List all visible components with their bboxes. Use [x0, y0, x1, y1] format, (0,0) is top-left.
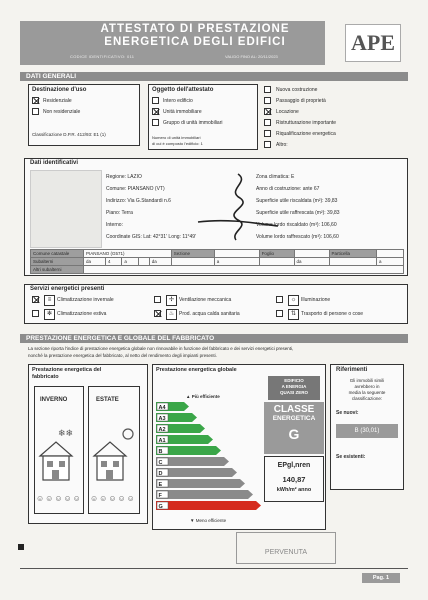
servizi-title: Servizi energetici presenti	[30, 286, 105, 292]
classe-value: G	[288, 426, 300, 442]
trasporto-checkbox[interactable]	[276, 310, 283, 317]
meno-efficiente-text: Meno efficiente	[195, 518, 227, 523]
riferimenti-text	[336, 378, 398, 402]
ape-logo: APE	[345, 24, 401, 62]
dati-identificativi-title: Dati identificativi	[30, 160, 79, 166]
non-residenziale-label: Non residenziale	[43, 109, 81, 115]
fabbricato-title-2: fabbricato	[32, 374, 59, 380]
fan-icon: ✢	[166, 295, 177, 306]
comune-catastale-value: PIANSANO (G571)	[84, 250, 172, 258]
sezione-cell	[214, 250, 259, 258]
piano-field: Piano: Terra	[106, 210, 133, 216]
bulb-icon: ☼	[288, 295, 299, 306]
nzeb-line-1: EDIFICIO	[284, 378, 304, 383]
sezione-label: Sezione	[171, 250, 214, 258]
validity-label: VALIDO FINO AL: 20/11/2023	[225, 54, 278, 59]
class-label-d: D	[158, 470, 163, 477]
snowflake-icon: ✻	[44, 309, 55, 320]
sub-da2-label: da	[149, 258, 171, 266]
illuminazione-label: Illuminazione	[301, 297, 331, 303]
volume-riscaldato-field: Volume lordo riscaldato (m³): 106,60	[256, 222, 337, 228]
house-winter-icon	[36, 426, 84, 486]
regione-field: Regione: LAZIO	[106, 174, 142, 180]
riferimenti-text-2: avrebbero in	[354, 384, 380, 389]
catasto-table	[30, 249, 404, 274]
gruppo-unita-checkbox[interactable]	[152, 119, 159, 126]
ventilazione-checkbox[interactable]	[154, 296, 161, 303]
indirizzo-field: Indirizzo: Via G.Standardi n.6	[106, 198, 171, 204]
sub-a-cell	[138, 258, 149, 266]
class-label-e: E	[158, 481, 163, 488]
elevator-icon: ⇅	[288, 309, 299, 320]
class-label-c: C	[158, 459, 163, 466]
document-title: ATTESTATO DI PRESTAZIONE ENERGETICA DEGLI EDIFICI	[100, 23, 290, 48]
sub-cell-3	[259, 258, 294, 266]
altri-subalterni-cell	[84, 266, 404, 274]
superficie-raffrescata-field: Superficie utile raffrescata (m²): 39,83	[256, 210, 340, 216]
zona-climatica-field: Zona climatica: E	[256, 174, 295, 180]
particella-cell	[377, 250, 404, 258]
class-label-a1: A1	[158, 437, 166, 444]
class-bar-g	[156, 501, 261, 510]
oggetto-box	[148, 84, 258, 150]
page-number: Pag. 1	[362, 573, 400, 583]
tap-icon: ♨	[166, 309, 177, 320]
ristrutturazione-label: Ristrutturazione importante	[276, 120, 337, 126]
clim-estiva-checkbox[interactable]	[32, 310, 39, 317]
comune-catastale-label: Comune catastale	[31, 250, 84, 258]
anno-costruzione-field: Anno di costruzione: ante 67	[256, 186, 320, 192]
se-nuovi-label: Se nuovi:	[336, 410, 359, 416]
coordinate-field: Coordinate GIS: Lat: 42°31' Long: 11°49'	[106, 234, 197, 240]
dati-generali-bar: DATI GENERALI	[20, 72, 408, 81]
sub-a2-label: a	[214, 258, 259, 266]
comune-field: Comune: PIANSANO (VT)	[106, 186, 165, 192]
epgl-value: 140,87	[282, 475, 306, 484]
globale-title: Prestazione energetica globale	[156, 367, 237, 373]
volume-raffrescato-field: Volume lordo raffrescato (m³): 106,60	[256, 234, 339, 240]
nzeb-line-3: QUASI ZERO	[279, 390, 308, 395]
prestazione-intro-2: nonché la prestazione energetica del fabbricato, al netto del rendimento degli impianti presenti.	[28, 353, 217, 358]
trasporto-label: Trasporto di persone o cose	[301, 311, 364, 317]
svg-text:❄❄: ❄❄	[58, 429, 74, 439]
class-label-a4: A4	[158, 404, 166, 411]
nuova-costruzione-checkbox[interactable]	[264, 86, 271, 93]
riqualificazione-checkbox[interactable]	[264, 130, 271, 137]
riferimenti-text-4: classificazione:	[351, 396, 383, 401]
radiator-icon: ≡	[44, 295, 55, 306]
passaggio-proprieta-checkbox[interactable]	[264, 97, 271, 104]
se-esistenti-label: Se esistenti:	[336, 454, 366, 460]
foglio-cell	[294, 250, 329, 258]
sub-da-label: da	[84, 258, 106, 266]
class-label-a2: A2	[158, 426, 166, 433]
sub-a-label: a	[122, 258, 138, 266]
destinazione-box	[28, 84, 140, 146]
estate-label: ESTATE	[96, 397, 119, 403]
oggetto-label: Oggetto dell'attestato	[152, 87, 214, 93]
illuminazione-checkbox[interactable]	[276, 296, 283, 303]
locazione-checkbox[interactable]	[264, 108, 271, 115]
intero-edificio-checkbox[interactable]	[152, 97, 159, 104]
non-residenziale-checkbox[interactable]	[32, 108, 39, 115]
classe-box	[264, 402, 324, 454]
gruppo-unita-label: Gruppo di unità immobiliari	[163, 120, 223, 126]
intero-edificio-label: Intero edificio	[163, 98, 193, 104]
riqualificazione-label: Riqualificazione energetica	[276, 131, 336, 137]
epgl-label: EPgl,nren	[277, 462, 311, 469]
particella-label: Particella	[329, 250, 376, 258]
classe-label-1: CLASSE	[273, 404, 315, 415]
ristrutturazione-checkbox[interactable]	[264, 119, 271, 126]
ventilazione-label: Ventilazione meccanica	[179, 297, 232, 303]
piu-efficiente-label: ▲ Più efficiente	[186, 394, 220, 399]
class-label-g: G	[158, 503, 163, 510]
interno-field: Interno:	[106, 222, 123, 228]
page-marker	[18, 544, 24, 550]
epgl-box	[264, 456, 324, 502]
sub-da-value: 4	[105, 258, 121, 266]
code-label: CODICE IDENTIFICATIVO: 011	[70, 54, 135, 59]
motivo-list	[262, 84, 408, 154]
piu-efficiente-text: Più efficiente	[191, 394, 220, 399]
sub-cell-4	[329, 258, 376, 266]
house-summer-icon	[90, 426, 140, 486]
riferimenti-text-1: Gli immobili simili	[349, 378, 385, 383]
inverno-label: INVERNO	[40, 397, 68, 403]
acqua-calda-checkbox[interactable]	[154, 310, 161, 317]
sub-a3-label: a	[377, 258, 404, 266]
prestazione-intro-1: La sezione riporta l'indice di prestazione energetica globale non rinnovabile in funzione del fabbricato e dei servizi energetici presenti,	[28, 346, 294, 351]
fabbricato-title-1: Prestazione energetica del	[32, 367, 102, 373]
classe-label-2: ENERGETICA	[272, 415, 316, 422]
riferimenti-title: Riferimenti	[336, 367, 368, 373]
class-label-a3: A3	[158, 415, 166, 422]
superficie-riscaldata-field: Superficie utile riscaldata (m²): 39,83	[256, 198, 338, 204]
altro-checkbox[interactable]	[264, 141, 271, 148]
building-photo	[30, 170, 102, 248]
sub-cell-2	[171, 258, 214, 266]
locazione-label: Locazione	[276, 109, 299, 115]
energy-class-scale	[156, 402, 266, 514]
unita-count-note: di cui è composto l'edificio: 1	[152, 141, 203, 146]
clim-estiva-label: Climatizzazione estiva	[57, 311, 107, 317]
rating-faces-winter: ☺☺☺☺☺	[36, 494, 82, 503]
subalterni-label: Subalterni	[31, 258, 84, 266]
foglio-label: Foglio	[259, 250, 294, 258]
class-label-f: F	[158, 492, 162, 499]
class-bar-e	[156, 479, 245, 488]
classification-label: Classificazione D.P.R. 412/93: E1 (1)	[32, 132, 106, 137]
altri-subalterni-label: Altri subalterni	[31, 266, 84, 274]
unita-immobiliare-checkbox[interactable]	[152, 108, 159, 115]
clim-invernale-checkbox[interactable]	[32, 296, 39, 303]
nuova-costruzione-label: Nuova costruzione	[276, 87, 318, 93]
epgl-unit: kWh/m² anno	[276, 487, 312, 493]
signature-scribble	[190, 168, 280, 258]
pervenuta-stamp	[236, 532, 336, 564]
prestazione-bar: PRESTAZIONE ENERGETICA E GLOBALE DEL FABBRICATO	[20, 334, 408, 343]
passaggio-proprieta-label: Passaggio di proprietà	[276, 98, 326, 104]
pervenuta-text: PERVENUTA	[264, 549, 308, 556]
riferimenti-text-3: media la seguente	[348, 390, 386, 395]
clim-invernale-label: Climatizzazione invernale	[57, 297, 114, 303]
nzeb-line-2: A ENERGIA	[281, 384, 307, 389]
altro-label: Altro:	[276, 142, 288, 148]
se-nuovi-value: B (30,01)	[336, 424, 398, 438]
meno-efficiente-label: ▼ Meno efficiente	[190, 518, 227, 523]
rating-faces-summer: ☺☺☺☺☺	[90, 494, 136, 503]
sub-da3-label: da	[294, 258, 329, 266]
residenziale-checkbox[interactable]	[32, 97, 39, 104]
nzeb-badge	[268, 376, 320, 400]
destinazione-label: Destinazione d'uso	[32, 87, 87, 93]
class-label-b: B	[158, 448, 163, 455]
class-bar-f	[156, 490, 253, 499]
residenziale-label: Residenziale	[43, 98, 72, 104]
unita-note: Numero di unità immobiliari	[152, 135, 201, 140]
unita-immobiliare-label: Unità immobiliare	[163, 109, 202, 115]
acqua-calda-label: Prod. acqua calda sanitaria	[179, 311, 240, 317]
footer-rule	[20, 568, 408, 569]
